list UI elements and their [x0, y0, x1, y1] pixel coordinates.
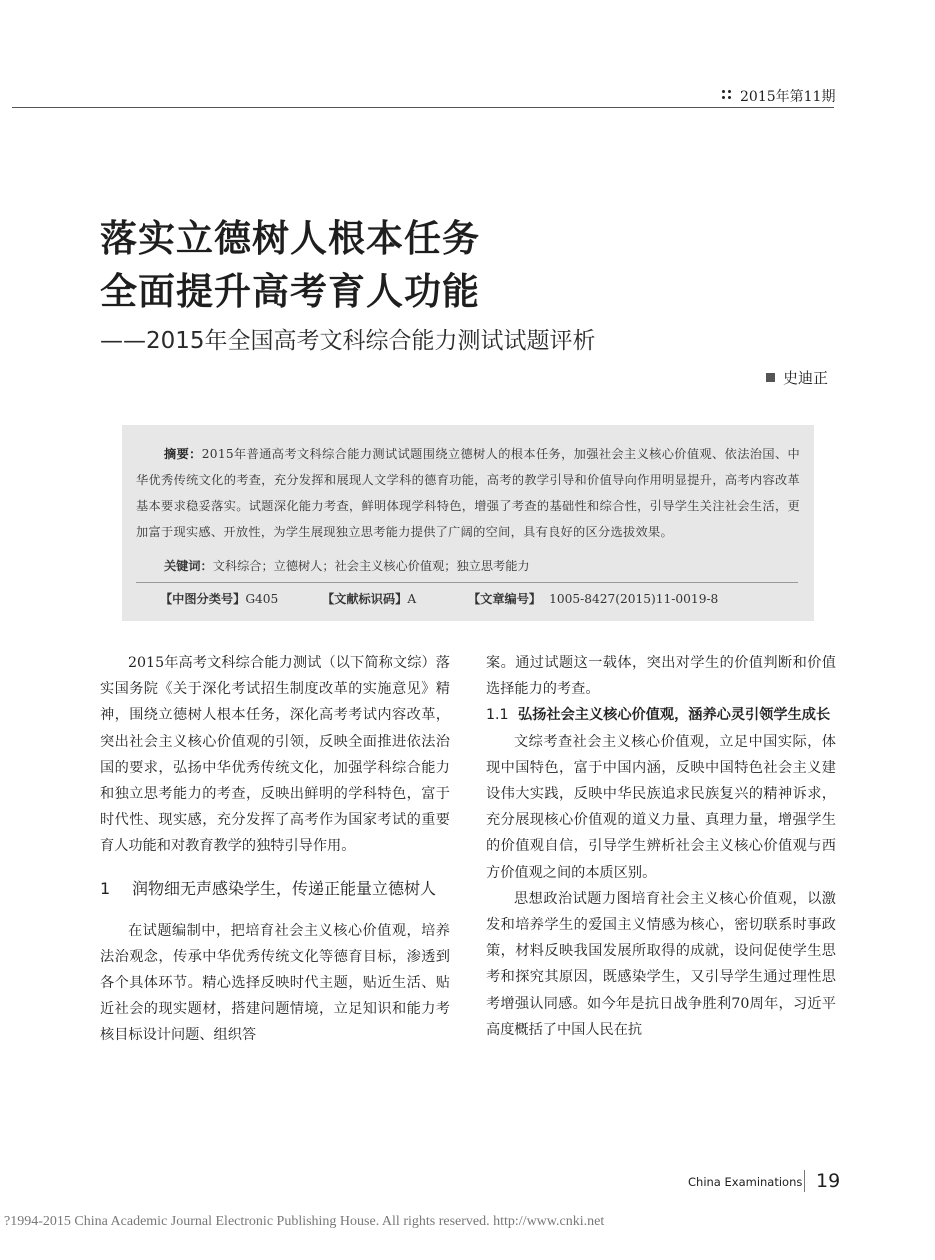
abstract-divider	[136, 582, 798, 583]
subsection-number: 1.1	[486, 707, 509, 724]
title-line-1: 落实立德树人根本任务	[100, 216, 480, 260]
left-column	[100, 650, 450, 1049]
issue-label	[722, 86, 835, 106]
page-number: 19	[816, 1170, 841, 1192]
copyright-notice: ?1994-2015 China Academic Journal Electronic Publishing House. All rights reserved. http://www.cnki.net	[4, 1214, 605, 1229]
abstract-body: 2015年普通高考文科综合能力测试试题围绕立德树人的根本任务，加强社会主义核心价值观、依法治国、中华优秀传统文化的考查，充分发挥和展现人文学科的德育功能，高考的教学引导和价值导向作用明显提升，高考内容改革基本要求稳妥落实。试题深化能力考查，鲜明体现学科特色，增强了考查的基础性和综合性，引导学生关注社会生活，更加富于现实感、开放性，为学生展现独立思考能力提供了广阔的空间，具有良好的区分选拔效果。	[136, 447, 801, 539]
article-title	[100, 212, 480, 318]
paragraph: 思想政治试题力图培育社会主义核心价值观，以激发和培养学生的爱国主义情感为核心，密切联系时事政策，材料反映我国发展所取得的成就，设问促使学生思考和探究其原因，既感染学生，又引导学生通过理性思考增强认同感。如今年是抗日战争胜利70周年，习近平高度概括了中国人民在抗	[486, 890, 836, 1038]
bullet-dots-icon	[722, 90, 734, 102]
paragraph: 在试题编制中，把培育社会主义核心价值观，培养法治观念，传承中华优秀传统文化等德育目标，渗透到各个具体环节。精心选择反映时代主题，贴近生活、贴近社会的现实题材，搭建问题情境，立足知识和能力考核目标设计问题、组织答	[100, 922, 450, 1044]
author-name: 史迪正	[783, 369, 829, 387]
section-number: 1	[100, 878, 111, 898]
article-number-label: 【文章编号】	[468, 592, 542, 606]
section-heading-1-1	[486, 702, 836, 728]
article-number	[468, 590, 718, 607]
keywords	[164, 557, 530, 574]
abstract-label: 摘要：	[164, 447, 202, 461]
paragraph: 案。通过试题这一载体，突出对学生的价值判断和价值选择能力的考查。	[486, 655, 836, 698]
section-heading-1	[100, 874, 450, 904]
clc-label: 【中图分类号】	[160, 592, 246, 606]
footer-journal-name: China Examinations	[688, 1175, 803, 1189]
section-title: 润物细无声感染学生，传递正能量立德树人	[132, 878, 437, 898]
keywords-text: 文科综合；立德树人；社会主义核心价值观；独立思考能力	[212, 559, 530, 573]
clc-value: G405	[245, 592, 279, 606]
issue-text: 2015年第11期	[740, 89, 836, 105]
clc-number	[160, 590, 278, 607]
right-column	[486, 650, 836, 1043]
keywords-label: 关键词：	[164, 559, 213, 573]
doc-code-value: A	[407, 592, 417, 606]
doc-code-label: 【文献标识码】	[322, 592, 408, 606]
abstract-text	[136, 441, 800, 545]
doc-code	[322, 590, 416, 607]
paragraph: 文综考查社会主义核心价值观，立足中国实际，体现中国特色，富于中国内涵，反映中国特色社会主义建设伟大实践，反映中华民族追求民族复兴的精神诉求，充分展现核心价值观的道义力量、真理力量，增强学生的价值观自信，引导学生辨析社会主义核心价值观与西方价值观之间的本质区别。	[486, 733, 836, 881]
square-bullet-icon	[766, 373, 775, 382]
paragraph: 2015年高考文科综合能力测试（以下简称文综）落实国务院《关于深化考试招生制度改革的实施意见》精神，围绕立德树人根本任务，深化高考考试内容改革，突出社会主义核心价值观的引领，反映全面推进依法治国的要求，弘扬中华优秀传统文化，加强学科综合能力和独立思考能力的考查，反映出鲜明的学科特色，富于时代性、现实感，充分发挥了高考作为国家考试的重要育人功能和对教育教学的独特引导作用。	[100, 655, 450, 855]
title-line-2: 全面提升高考育人功能	[100, 269, 480, 313]
article-subtitle: ——2015年全国高考文科综合能力测试试题评析	[100, 328, 596, 354]
author	[766, 367, 828, 388]
abstract-box	[122, 425, 814, 621]
subsection-title: 弘扬社会主义核心价值观，涵养心灵引领学生成长	[518, 707, 831, 724]
article-number-value: 1005-8427(2015)11-0019-8	[549, 592, 719, 606]
footer-divider	[804, 1170, 805, 1192]
header-rule	[12, 107, 834, 108]
